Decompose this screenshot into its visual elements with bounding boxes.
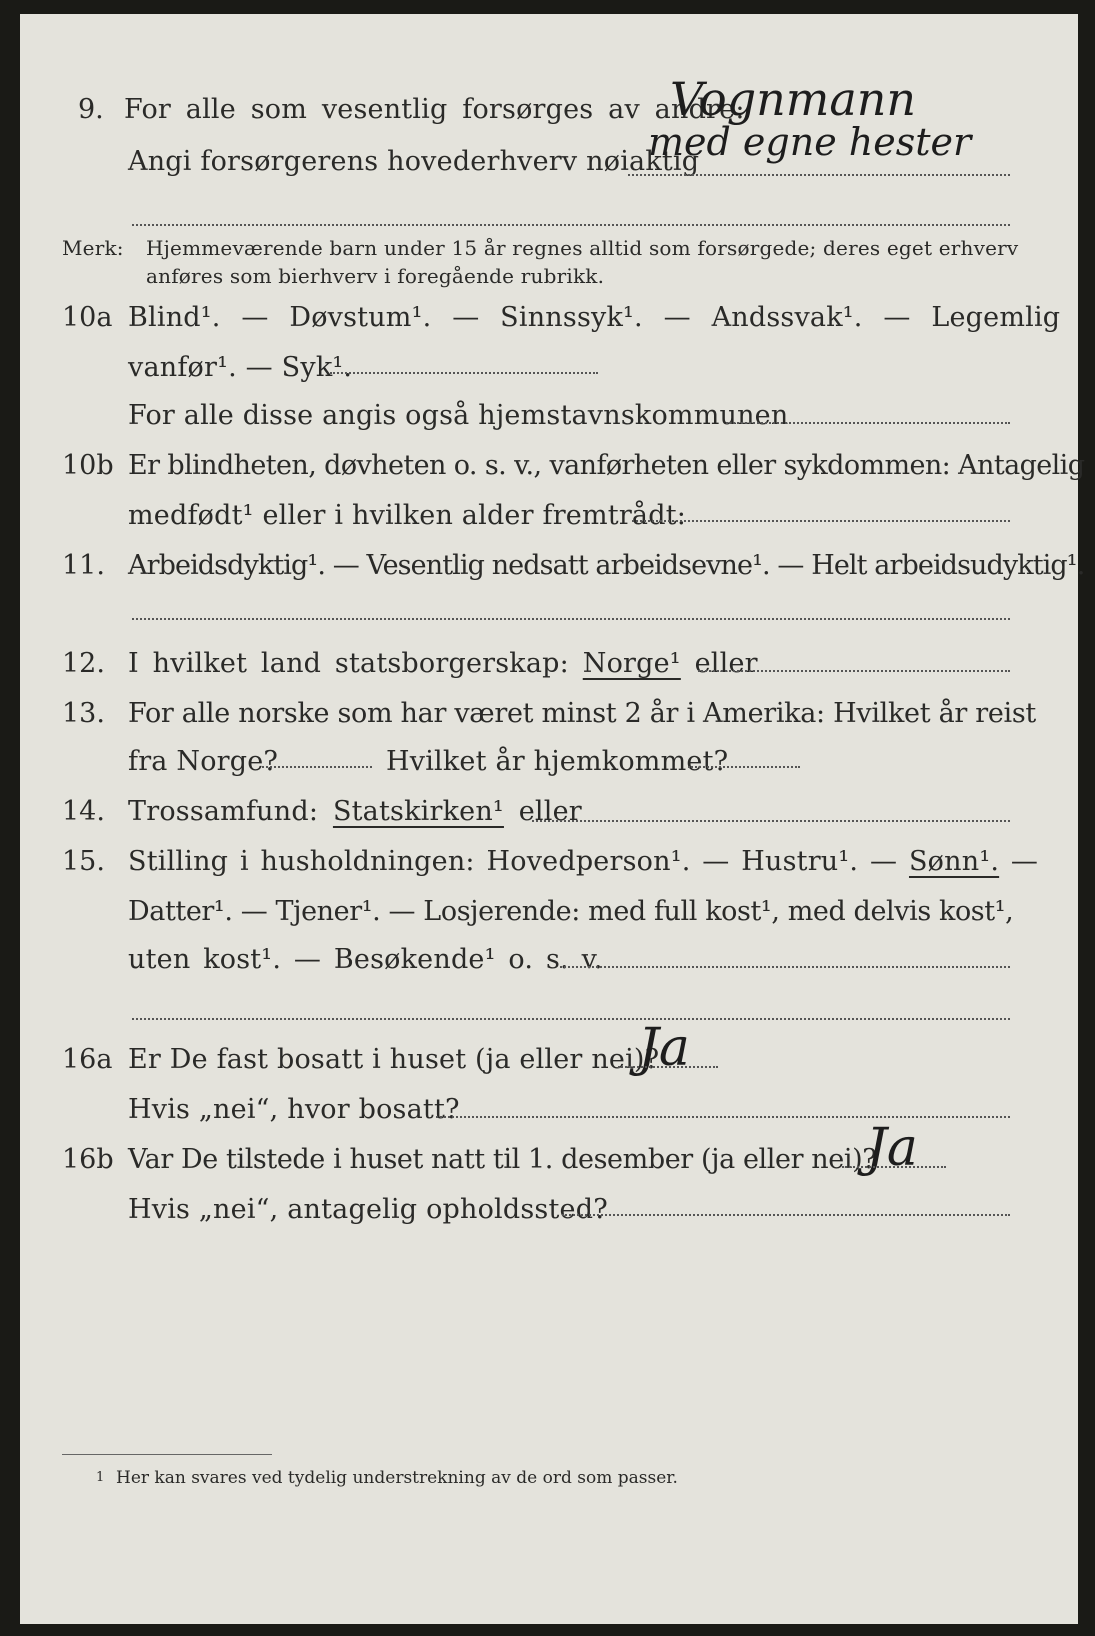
q9-answer-line: [628, 174, 1010, 176]
q12-underlined-norge: Norge¹: [582, 648, 681, 679]
q12-prefix: I hvilket land statsborgerskap:: [128, 648, 569, 679]
q9-number: 9.: [78, 94, 104, 125]
q9-extra-line: [132, 224, 1010, 226]
q15-number: 15.: [62, 846, 105, 877]
q13-hjemkommet-answer: [688, 766, 800, 768]
q13-reist-answer: [262, 766, 372, 768]
q16b-answer-line: [842, 1166, 946, 1168]
q13-line1: For alle norske som har været minst 2 år i Amerika: Hvilket år reist: [128, 698, 1036, 729]
q11-number: 11.: [62, 550, 105, 581]
q16b-line2: Hvis „nei“, antagelig opholdssted?: [128, 1194, 608, 1225]
q12-answer: [698, 670, 1010, 672]
q15-extra-line: [132, 1018, 1010, 1020]
q11-answer: [132, 618, 1010, 620]
q12-number: 12.: [62, 648, 105, 679]
q16b-opholdssted-answer: [562, 1214, 1010, 1216]
q15-line1-text: Stilling i husholdningen: Hovedperson¹. — Hustru¹. —: [128, 846, 898, 877]
q14-line: [128, 796, 582, 827]
q16a-line2: Hvis „nei“, hvor bosatt?: [128, 1094, 460, 1125]
q10a-line3-answer: [726, 422, 1010, 424]
q15-line2: Datter¹. — Tjener¹. — Losjerende: med full kost¹, med delvis kost¹,: [128, 896, 1014, 927]
q16a-answer-line: [618, 1066, 718, 1068]
q14-prefix: Trossamfund:: [128, 796, 319, 827]
q16a-handwritten-answer: Ja: [638, 1018, 690, 1078]
q15-answer: [560, 966, 1010, 968]
q16b-number: 16b: [62, 1144, 114, 1175]
q11-line1: Arbeidsdyktig¹. — Vesentlig nedsatt arbeidsevne¹. — Helt arbeidsudyktig¹.: [128, 550, 1085, 581]
q10a-number: 10a: [62, 302, 113, 333]
q10b-line2: medfødt¹ eller i hvilken alder fremtrådt:: [128, 500, 687, 531]
q15-underlined-sonn: Sønn¹.: [908, 846, 1000, 877]
q10b-number: 10b: [62, 450, 114, 481]
footnote-rule: [62, 1454, 272, 1455]
q16a-line1: Er De fast bosatt i huset (ja eller nei)?: [128, 1044, 660, 1075]
q10a-line3: For alle disse angis også hjemstavnskommunen: [128, 400, 789, 431]
merk-line2: anføres som bierhverv i foregående rubrikk.: [146, 264, 605, 288]
q16a-number: 16a: [62, 1044, 113, 1075]
footnote-text: Her kan svares ved tydelig understrekning av de ord som passer.: [116, 1468, 678, 1488]
footnote-mark: 1: [96, 1470, 105, 1485]
q10b-answer: [632, 520, 1010, 522]
q9-line2: Angi forsørgerens hovederhverv nøiaktig: [128, 146, 700, 177]
q15-line3: uten kost¹. — Besøkende¹ o. s. v.: [128, 944, 603, 975]
q10a-line2: vanfør¹. — Syk¹.: [128, 352, 353, 383]
q9-handwritten-answer-1: Vognmann: [670, 72, 917, 126]
merk-label: Merk:: [62, 236, 124, 260]
q16b-handwritten-answer: Ja: [866, 1118, 918, 1178]
q13-number: 13.: [62, 698, 105, 729]
q15-line1-dash: —: [1010, 846, 1039, 877]
q9-handwritten-answer-2: med egne hester: [648, 120, 972, 164]
q9-line1: For alle som vesentlig forsørges av andre:: [124, 94, 745, 125]
q12-suffix: eller: [694, 648, 758, 679]
q13-line2a: fra Norge?: [128, 746, 279, 777]
q15-line1: [128, 846, 1038, 877]
q10b-line1: Er blindheten, døvheten o. s. v., vanførheten eller sykdommen: Antagelig: [128, 450, 1085, 481]
q16a-bosatt-answer: [436, 1116, 1010, 1118]
q10a-line1: Blind¹. — Døvstum¹. — Sinnssyk¹. — Andssvak¹. — Legemlig: [128, 302, 1061, 333]
q14-number: 14.: [62, 796, 105, 827]
q14-underlined-statskirken: Statskirken¹: [332, 796, 504, 827]
q14-suffix: eller: [518, 796, 582, 827]
q16b-line1: Var De tilstede i huset natt til 1. desember (ja eller nei)?: [128, 1144, 877, 1175]
q14-answer: [532, 820, 1010, 822]
census-form-page: [20, 14, 1085, 1624]
q12-line: [128, 648, 758, 679]
merk-line1: Hjemmeværende barn under 15 år regnes alltid som forsørgede; deres eget erhverv: [146, 236, 1019, 260]
q10a-line2-answer: [330, 372, 598, 374]
q13-line2b: Hvilket år hjemkommet?: [386, 746, 729, 777]
